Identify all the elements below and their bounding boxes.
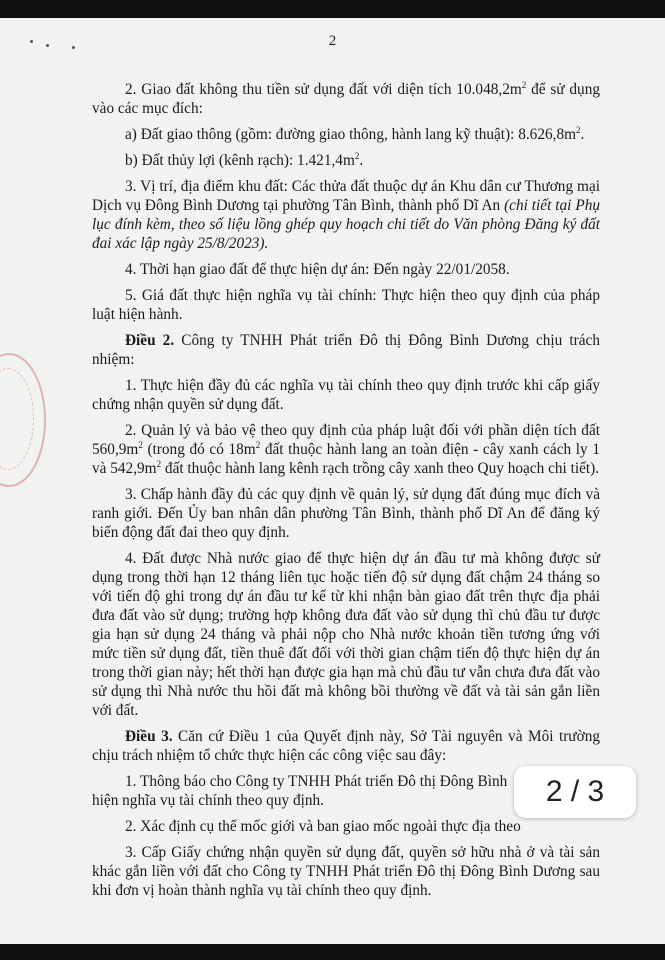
- article3-heading: Điều 3.: [125, 728, 173, 745]
- article2-item3: 3. Chấp hành đầy đủ các quy định về quản lý, sử dụng đất đúng mục đích và ranh giới. Đến Ủy ban nhân dân phường Tân Bình, thành phố Dĩ An để đăng ký biến động đất đai theo quy định.: [92, 486, 600, 541]
- article2-item1: 1. Thực hiện đầy đủ các nghĩa vụ tài chính theo quy định trước khi cấp giấy chứng nhận quyền sử dụng đất.: [92, 377, 600, 413]
- article1-item2a: a) Đất giao thông (gồm: đường giao thông, hành lang kỹ thuật): $8.626,8m^2$.: [125, 124, 585, 143]
- article1-item4: 4. Thời hạn giao đất để thực hiện dự án: Đến ngày 22/01/2058.: [125, 261, 510, 278]
- bottom-dark-border: [0, 944, 665, 960]
- top-dark-border: [0, 0, 665, 18]
- article1-item3: 3. Vị trí, địa điểm khu đất: Các thửa đất thuộc dự án Khu dân cư Thương mại Dịch vụ Đông Bình Dương tại phường Tân Bình, thành phố Dĩ An (chi tiết tại Phụ lục đính kèm, theo số liệu lồng ghép quy hoạch chi tiết do Văn phòng Đăng ký đất đai xác lập ngày 25/8/2023).: [92, 178, 600, 252]
- article2-item2: 2. Quản lý và bảo vệ theo quy định của pháp luật đối với phần diện tích đất $560,9m^2$ (trong đó có $18m^2$ đất thuộc hành lang an toàn điện - cây xanh cách ly 1 và $542,9m^2$ đất thuộc hành lang kênh rạch trồng cây xanh theo Quy hoạch chi tiết).: [92, 422, 600, 477]
- article3-item3: 3. Cấp Giấy chứng nhận quyền sử dụng đất, quyền sở hữu nhà ở và tài sản khác gắn liền với đất cho Công ty TNHH Phát triển Đô thị Đông Bình Dương sau khi đơn vị hoàn thành nghĩa vụ tài chính theo quy định.: [92, 844, 600, 899]
- article3-intro: Điều 3. Căn cứ Điều 1 của Quyết định này, Sở Tài nguyên và Môi trường chịu trách nhiệm tổ chức thực hiện các công việc sau đây:: [92, 728, 600, 764]
- article2-heading: Điều 2.: [125, 332, 175, 349]
- article3-item2: 2. Xác định cụ thể mốc giới và ban giao mốc ngoài thực địa theo: [125, 818, 521, 835]
- article1-item5: 5. Giá đất thực hiện nghĩa vụ tài chính: Thực hiện theo quy định của pháp luật hiện hành.: [92, 287, 600, 323]
- article2-item4: 4. Đất được Nhà nước giao để thực hiện dự án đầu tư mà không được sử dụng trong thời hạn 12 tháng liên tục hoặc tiến độ sử dụng đất chậm 24 tháng so với tiến độ ghi trong dự án đầu tư kể từ khi nhận bàn giao đất trên thực địa phải đưa đất vào sử dụng; trường hợp không đưa đất vào sử dụng thì chủ đầu tư được gia hạn sử dụng 24 tháng và phải nộp cho Nhà nước khoản tiền tương ứng với mức tiền sử dụng đất, tiền thuê đất đối với thời gian chậm tiến độ thực hiện dự án trong thời gian này; hết thời hạn được gia hạn mà chủ đầu tư vẫn chưa đưa đất vào sử dụng thì Nhà nước thu hồi đất mà không bồi thường về đất và tài sản gắn liền với đất.: [92, 550, 600, 719]
- page-number: 2: [328, 33, 337, 49]
- article2-intro: Điều 2. Công ty TNHH Phát triển Đô thị Đông Bình Dương chịu trách nhiệm:: [92, 332, 600, 368]
- article1-item2b: b) Đất thủy lợi (kênh rạch): $1.421,4m^2$.: [125, 150, 364, 169]
- article3-item1-continued: hiện nghĩa vụ tài chính theo quy định.: [92, 792, 324, 809]
- article3-item1: 1. Thông báo cho Công ty TNHH Phát triển Đô thị Đông Bình: [125, 773, 508, 790]
- article1-item2: 2. Giao đất không thu tiền sử dụng đất với diện tích $10.048,2m^2$ để sử dụng vào các mục đích:: [92, 79, 600, 117]
- page-counter-badge: 2 / 3: [514, 766, 636, 818]
